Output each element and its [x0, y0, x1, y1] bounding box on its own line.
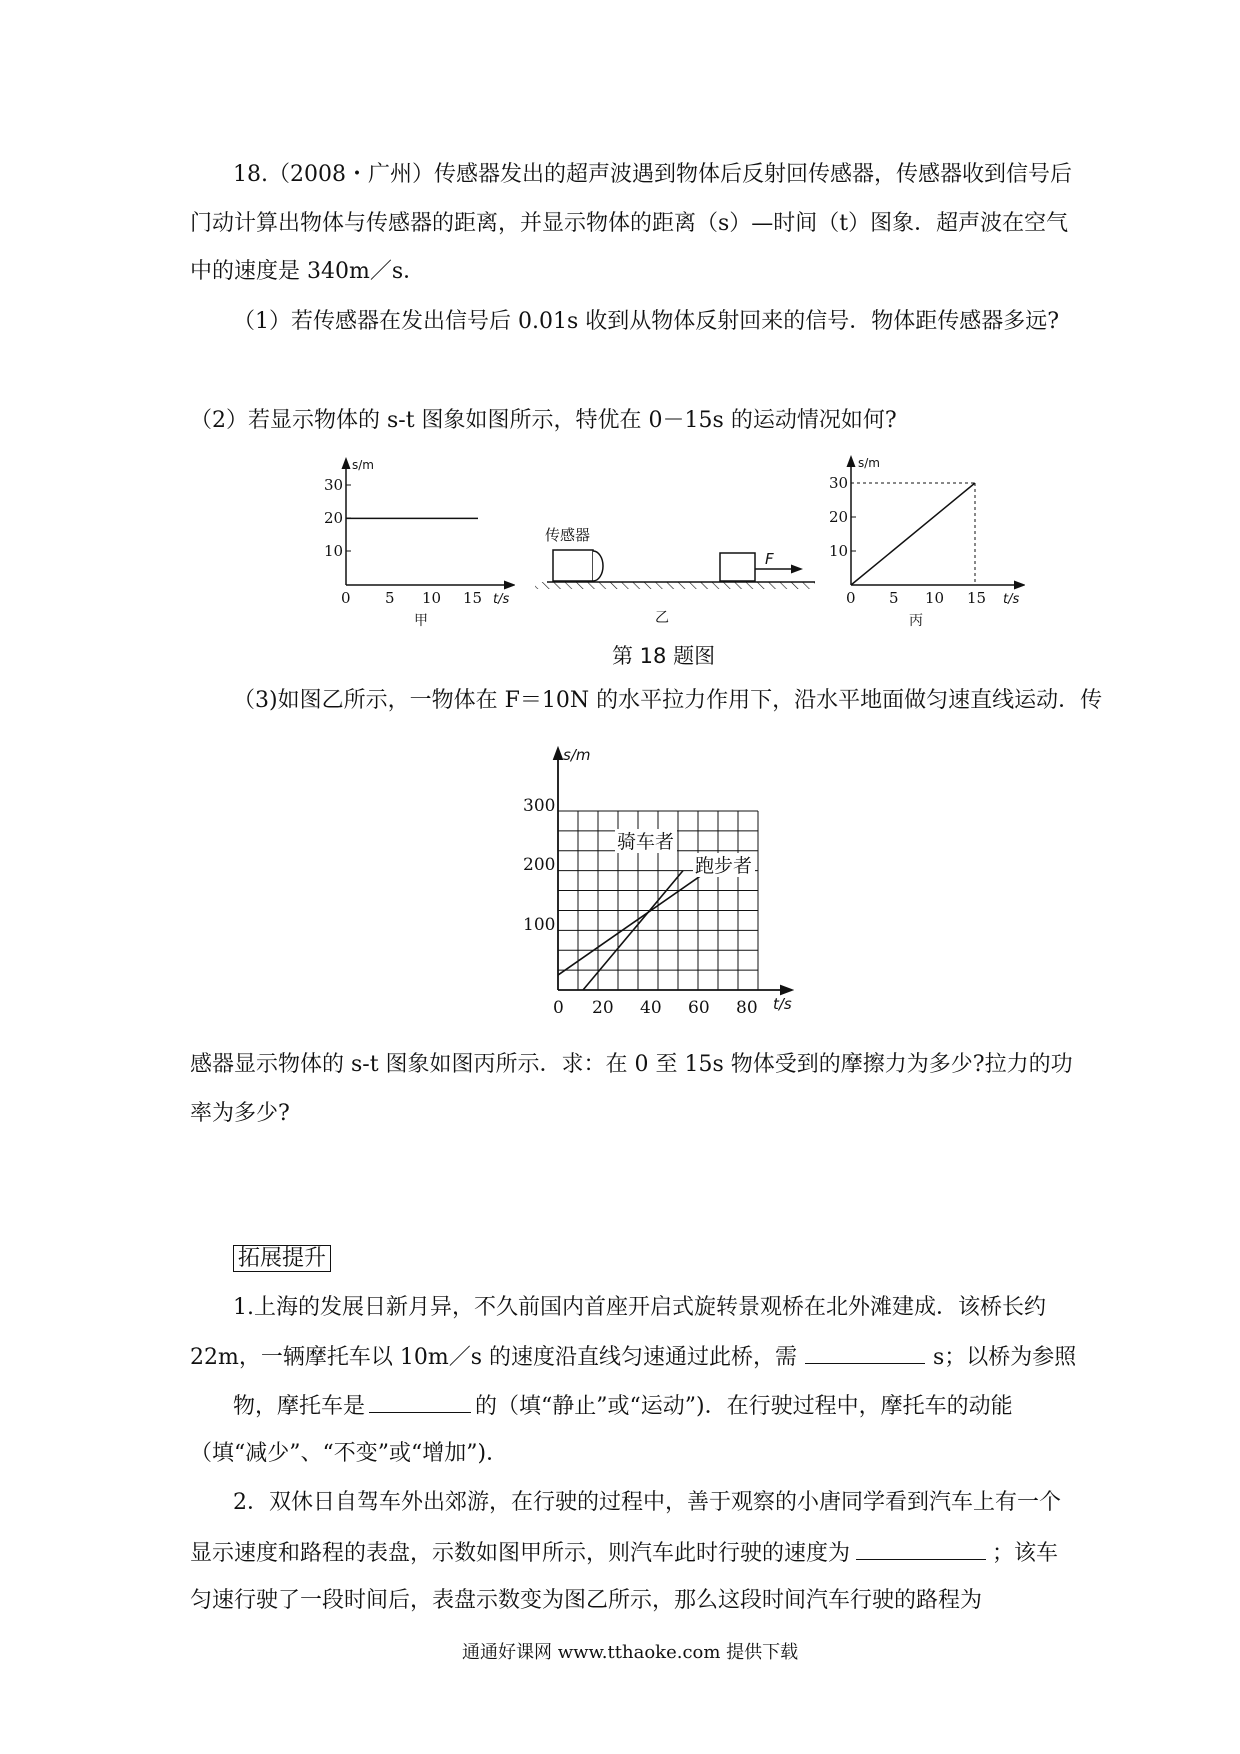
- q18-part-3: （3)如图乙所示，一物体在 F＝10N 的水平拉力作用下，沿水平地面做匀速直线运动．传: [233, 688, 1103, 713]
- bing-xtick: 0: [846, 589, 856, 607]
- extension-heading: [233, 1244, 331, 1274]
- jia-xtick: 10: [422, 589, 442, 607]
- bing-ytick: 20: [829, 508, 849, 526]
- bike-ytick: 200: [523, 855, 556, 875]
- extension-heading-label: 拓展提升: [233, 1245, 331, 1272]
- q18-part-2: （2）若显示物体的 s-t 图象如图所示，特优在 0－15s 的运动情况如何?: [190, 408, 897, 433]
- yi-label: 乙: [655, 610, 669, 626]
- jia-ytick: 30: [324, 476, 344, 494]
- object-block: [720, 553, 755, 581]
- q18-part-1: （1）若传感器在发出信号后 0.01s 收到从物体反射回来的信号．物体距传感器多远?: [233, 309, 1060, 334]
- ext-q1-line-3: [233, 1390, 1013, 1422]
- bing-xlabel: t/s: [1003, 592, 1020, 607]
- ext-q1-line-1: 1.上海的发展日新月异，不久前国内首座开启式旋转景观桥在北外滩建成．该桥长约: [233, 1295, 1046, 1320]
- bike-xtick: 0: [553, 998, 564, 1018]
- runner-label: 跑步者: [695, 855, 753, 877]
- jia-ytick: 20: [324, 509, 344, 527]
- jia-xlabel: t/s: [493, 592, 510, 607]
- jia-xtick: 15: [463, 589, 483, 607]
- bike-xtick: 60: [688, 998, 710, 1018]
- ext-q2-line-2: [190, 1537, 1058, 1569]
- figure-bike-runner: [515, 745, 795, 1025]
- bing-xtick: 15: [967, 589, 987, 607]
- ext-q2-line-3: 匀速行驶了一段时间后，表盘示数变为图乙所示，那么这段时间汽车行驶的路程为: [190, 1588, 983, 1613]
- figure-caption: 第 18 题图: [612, 644, 716, 668]
- bing-series-line: [851, 483, 975, 585]
- figure-jia: [300, 455, 515, 630]
- ext-q1-line-4: （填“减少”、“不变”或“增加”)．: [190, 1441, 509, 1466]
- bike-xlabel: t/s: [773, 995, 792, 1013]
- ground-hatch: [535, 582, 815, 589]
- ext-q1-line-2: [190, 1341, 1076, 1373]
- sensor-box: [553, 550, 593, 581]
- figure-yi: [525, 520, 815, 630]
- answer-blank[interactable]: [369, 1390, 471, 1413]
- bike-ytick: 100: [523, 915, 556, 935]
- ext-q2-line-1: 2．双休日自驾车外出郊游，在行驶的过程中，善于观察的小唐同学看到汽车上有一个: [233, 1490, 1061, 1515]
- cyclist-label: 骑车者: [617, 831, 675, 853]
- figure-bing: [815, 455, 1025, 630]
- jia-label: 甲: [414, 613, 428, 629]
- bing-ytick: 10: [829, 542, 849, 560]
- q18-line-1: 18.（2008・广州）传感器发出的超声波遇到物体后反射回传感器，传感器收到信号后: [233, 162, 1072, 187]
- q18-line-2: 门动计算出物体与传感器的距离，并显示物体的距离（s）—时间（t）图象．超声波在空气: [190, 211, 1069, 236]
- ext-q1-line-2a: 22m，一辆摩托车以 10m／s 的速度沿直线匀速通过此桥，需: [190, 1345, 797, 1370]
- sensor-dome: [593, 551, 603, 581]
- q18-part-3-cont-1: 感器显示物体的 s-t 图象如图丙所示．求：在 0 至 15s 物体受到的摩擦力为多少?拉力的功: [190, 1052, 1073, 1077]
- ext-q1-line-2b: s；以桥为参照: [933, 1345, 1077, 1370]
- ext-q1-line-3a: 物，摩托车是: [233, 1394, 366, 1419]
- bing-ytick: 30: [829, 474, 849, 492]
- bing-ylabel: s/m: [858, 456, 880, 470]
- sensor-label: 传感器: [545, 526, 591, 544]
- ext-q2-line-2a: 显示速度和路程的表盘，示数如图甲所示，则汽车此时行驶的速度为: [190, 1541, 851, 1566]
- answer-blank[interactable]: [856, 1537, 986, 1560]
- ext-q2-line-2b: ；该车: [992, 1541, 1059, 1566]
- bike-ylabel: s/m: [563, 746, 591, 764]
- bike-ytick: 300: [523, 796, 556, 816]
- footer-text: 通通好课网 www.tthaoke.com 提供下载: [462, 1642, 799, 1663]
- jia-ylabel: s/m: [352, 458, 374, 472]
- q18-line-3: 中的速度是 340m／s．: [190, 259, 426, 284]
- bike-xtick: 20: [592, 998, 614, 1018]
- answer-blank[interactable]: [805, 1341, 925, 1364]
- runner-series-line: [558, 871, 708, 975]
- force-label: F: [765, 550, 774, 568]
- bike-xtick: 40: [640, 998, 662, 1018]
- bing-xtick: 10: [925, 589, 945, 607]
- ext-q1-line-3b: 的（填“静止”或“运动”)．在行驶过程中，摩托车的动能: [475, 1394, 1013, 1419]
- bing-label: 丙: [909, 613, 923, 629]
- bike-xtick: 80: [736, 998, 758, 1018]
- q18-part-3-cont-2: 率为多少?: [190, 1101, 290, 1126]
- jia-xtick: 0: [341, 589, 351, 607]
- bing-xtick: 5: [889, 589, 899, 607]
- jia-xtick: 5: [385, 589, 395, 607]
- jia-ytick: 10: [324, 542, 344, 560]
